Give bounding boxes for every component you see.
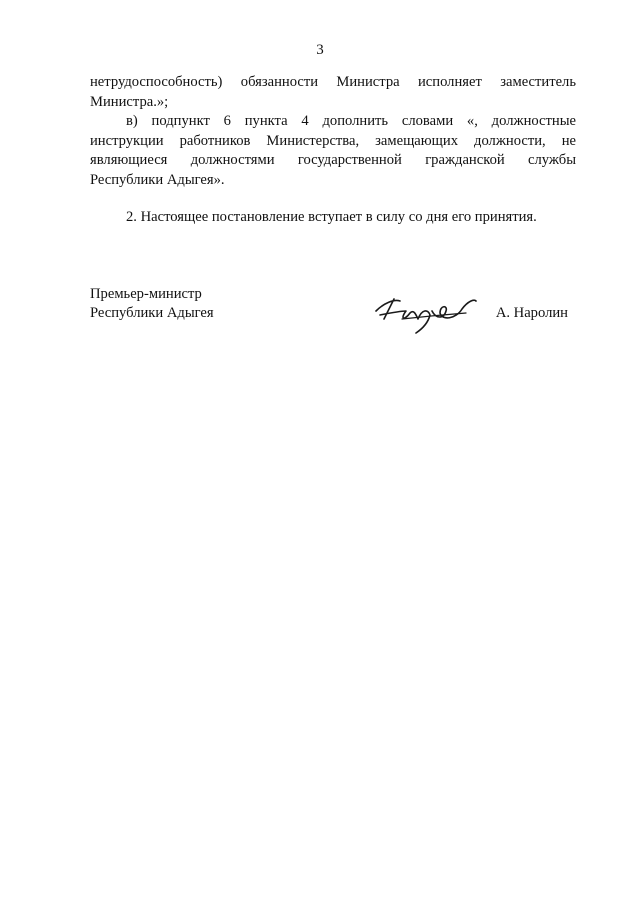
signatory-position <box>90 285 214 323</box>
signatory-name: А. Наролин <box>495 305 568 321</box>
page-number: 3 <box>316 42 324 58</box>
paragraph-effective-date: 2. Настоящее постановление вступает в силу со дня его принятия. <box>126 209 537 225</box>
text-line: инструкции работников Министерства, замещающих должности, не <box>90 132 576 149</box>
document-body <box>90 73 576 228</box>
handwritten-signature <box>370 289 480 335</box>
paragraph-continuation <box>90 73 576 112</box>
signature-block <box>90 285 576 345</box>
text-line: нетрудоспособность) обязанности Министра исполняет заместитель <box>90 74 576 90</box>
paragraph-spacer <box>90 190 576 208</box>
position-line: Республики Адыгея <box>90 305 214 321</box>
paragraph-subitem-v <box>90 112 576 190</box>
text-line: являющиеся должностями государственной гражданской службы <box>90 152 576 168</box>
text-line: Республики Адыгея». <box>90 171 225 188</box>
position-line: Премьер-министр <box>90 286 202 302</box>
text-line: Министра.»; <box>90 93 169 110</box>
text-line: в) подпункт 6 пункта 4 дополнить словами «, должностные <box>126 113 576 129</box>
